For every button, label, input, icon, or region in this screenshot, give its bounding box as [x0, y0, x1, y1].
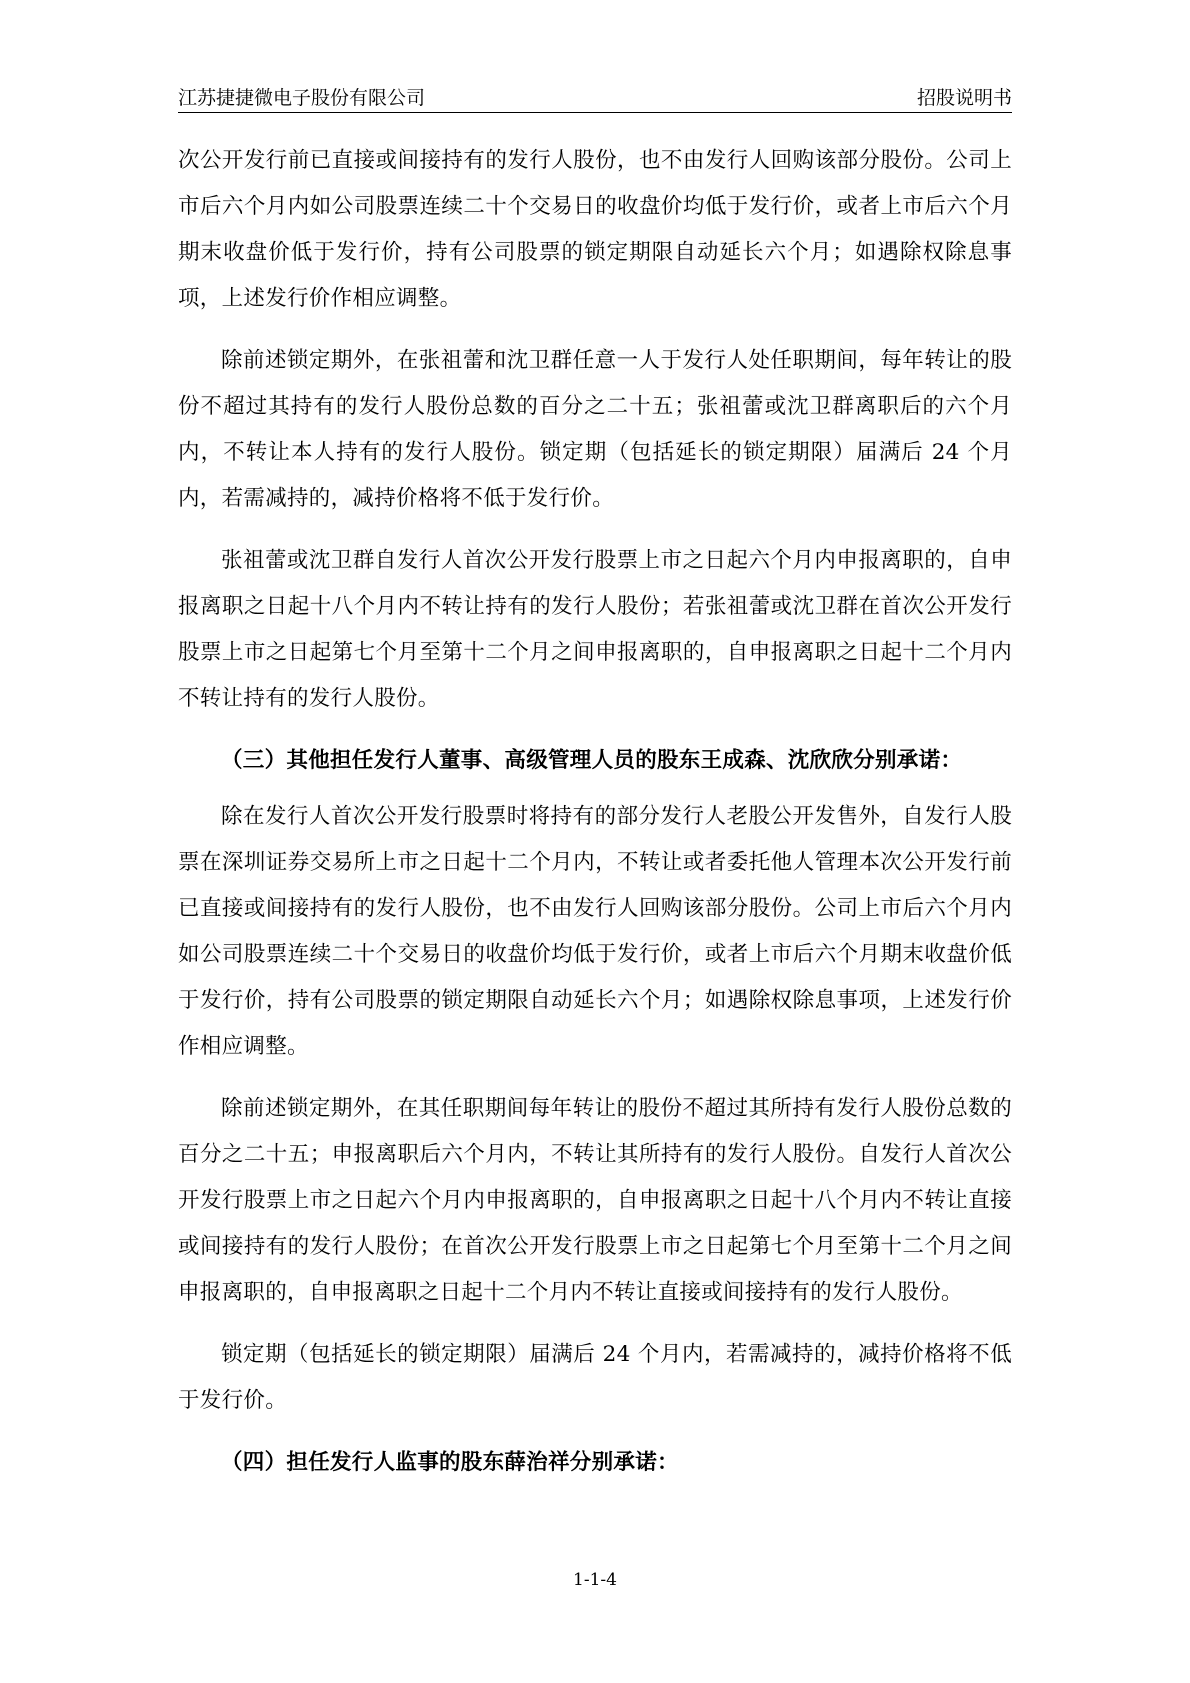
paragraph-lockup-tenure: 除前述锁定期外，在张祖蕾和沈卫群任意一人于发行人处任职期间，每年转让的股份不超过其持有的发行人股份总数的百分之二十五；张祖蕾或沈卫群离职后的六个月内，不转让本人持有的发行人股份。锁定期（包括延长的锁定期限）届满后 24 个月内，若需减持的，减持价格将不低于发行价。 — [178, 348, 1012, 511]
section-heading-4: （四）担任发行人监事的股东薛治祥分别承诺： — [221, 1450, 679, 1475]
document-type: 招股说明书 — [916, 87, 1012, 109]
paragraph-reduction-price: 锁定期（包括延长的锁定期限）届满后 24 个月内，若需减持的，减持价格将不低于发行价。 — [178, 1342, 1012, 1413]
document-body — [178, 138, 1012, 1496]
paragraph-commitment: 除在发行人首次公开发行股票时将持有的部分发行人老股公开发售外，自发行人股票在深圳证券交易所上市之日起十二个月内，不转让或者委托他人管理本次公开发行前已直接或间接持有的发行人股份，也不由发行人回购该部分股份。公司上市后六个月内如公司股票连续二十个交易日的收盘价均低于发行价，或者上市后六个月期末收盘价低于发行价，持有公司股票的锁定期限自动延长六个月；如遇除权除息事项，上述发行价作相应调整。 — [178, 804, 1012, 1059]
paragraph-transfer-limit: 除前述锁定期外，在其任职期间每年转让的股份不超过其所持有发行人股份总数的百分之二十五；申报离职后六个月内，不转让其所持有的发行人股份。自发行人首次公开发行股票上市之日起六个月内申报离职的，自申报离职之日起十八个月内不转让直接或间接持有的发行人股份；在首次公开发行股票上市之日起第七个月至第十二个月之间申报离职的，自申报离职之日起十二个月内不转让直接或间接持有的发行人股份。 — [178, 1096, 1012, 1305]
page-header — [178, 84, 1012, 113]
section-heading-3: （三）其他担任发行人董事、高级管理人员的股东王成森、沈欣欣分别承诺： — [221, 748, 963, 773]
paragraph-resignation: 张祖蕾或沈卫群自发行人首次公开发行股票上市之日起六个月内申报离职的，自申报离职之日起十八个月内不转让持有的发行人股份；若张祖蕾或沈卫群在首次公开发行股票上市之日起第七个月至第十二个月之间申报离职的，自申报离职之日起十二个月内不转让持有的发行人股份。 — [178, 548, 1012, 711]
company-name: 江苏捷捷微电子股份有限公司 — [178, 87, 426, 109]
paragraph-continued: 次公开发行前已直接或间接持有的发行人股份，也不由发行人回购该部分股份。公司上市后六个月内如公司股票连续二十个交易日的收盘价均低于发行价，或者上市后六个月期末收盘价低于发行价，持有公司股票的锁定期限自动延长六个月；如遇除权除息事项，上述发行价作相应调整。 — [178, 148, 1012, 311]
page-number: 1-1-4 — [573, 1570, 617, 1590]
